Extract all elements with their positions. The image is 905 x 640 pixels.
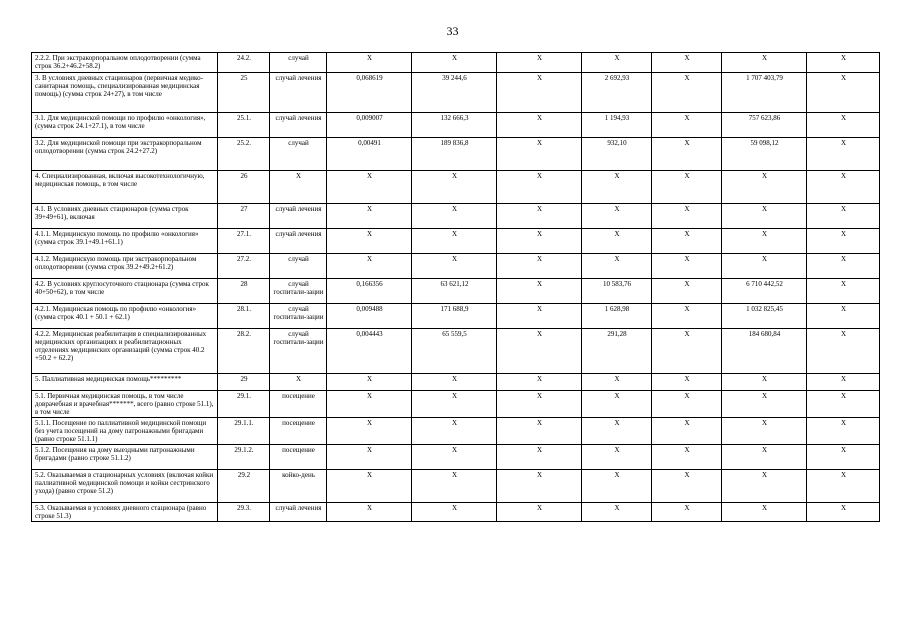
row-value-cell: 63 621,12 — [412, 279, 497, 304]
table-row — [32, 204, 880, 229]
row-value-cell: X — [652, 279, 722, 304]
row-name-cell: 3.1. Для медицинской помощи по профилю «онкология», (сумма строк 24.1+27.1), в том числе — [32, 113, 218, 138]
row-value-cell: 932,10 — [582, 138, 652, 171]
row-name-cell: 3.2. Для медицинской помощи при экстракорпоральном оплодотворении (сумма строк 24.2+27.2) — [32, 138, 218, 171]
row-unit-cell: случай лечения — [270, 204, 327, 229]
row-number-cell: 26 — [218, 171, 270, 204]
row-value-cell: X — [582, 53, 652, 73]
row-value-cell: X — [652, 304, 722, 329]
row-name-cell: 5.1.2. Посещения на дому выездными патронажными бригадами (равно строке 51.1.2) — [32, 445, 218, 470]
row-number-cell: 28.1. — [218, 304, 270, 329]
row-value-cell: X — [807, 229, 880, 254]
row-value-cell: X — [652, 204, 722, 229]
table-row — [32, 329, 880, 374]
row-value-cell: X — [582, 204, 652, 229]
row-value-cell: 59 098,12 — [722, 138, 807, 171]
row-name-cell: 5.1. Первичная медицинская помощь, в том числе доврачебная и врачебная*******, всего (равно строке 51.1), в том числе — [32, 391, 218, 418]
row-value-cell: X — [327, 391, 412, 418]
table-row — [32, 171, 880, 204]
row-name-cell: 3. В условиях дневных стационаров (первичная медико-санитарная помощь, специализированная медицинская помощь) (сумма строк 24+27), в том числе — [32, 73, 218, 113]
table-row — [32, 279, 880, 304]
row-unit-cell: случай лечения — [270, 229, 327, 254]
row-value-cell: X — [652, 113, 722, 138]
row-unit-cell: посещение — [270, 418, 327, 445]
row-value-cell: 0,004443 — [327, 329, 412, 374]
row-value-cell: X — [722, 503, 807, 522]
row-value-cell: X — [497, 53, 582, 73]
row-number-cell: 27.2. — [218, 254, 270, 279]
row-value-cell: X — [497, 445, 582, 470]
row-value-cell: X — [497, 503, 582, 522]
row-unit-cell: случай лечения — [270, 503, 327, 522]
row-value-cell: X — [497, 391, 582, 418]
row-unit-cell: случай — [270, 254, 327, 279]
row-value-cell: X — [582, 229, 652, 254]
row-value-cell: 0,166356 — [327, 279, 412, 304]
row-value-cell: X — [497, 374, 582, 391]
row-name-cell: 4.2. В условиях круглосуточного стационара (сумма строк 40+50+62), в том числе — [32, 279, 218, 304]
row-number-cell: 28 — [218, 279, 270, 304]
row-value-cell: X — [807, 73, 880, 113]
row-number-cell: 29.1.1. — [218, 418, 270, 445]
row-value-cell: X — [582, 470, 652, 503]
row-value-cell: X — [807, 391, 880, 418]
table-row — [32, 304, 880, 329]
table-row — [32, 374, 880, 391]
row-value-cell: X — [652, 374, 722, 391]
row-value-cell: X — [327, 445, 412, 470]
row-value-cell: 0,009488 — [327, 304, 412, 329]
row-value-cell: X — [807, 470, 880, 503]
row-value-cell: X — [327, 171, 412, 204]
row-value-cell: X — [412, 53, 497, 73]
row-value-cell: X — [497, 470, 582, 503]
row-value-cell: X — [807, 304, 880, 329]
row-value-cell: 171 688,9 — [412, 304, 497, 329]
row-unit-cell: X — [270, 171, 327, 204]
row-value-cell: X — [722, 254, 807, 279]
row-value-cell: X — [807, 418, 880, 445]
row-number-cell: 25.2. — [218, 138, 270, 171]
row-value-cell: 0,068619 — [327, 73, 412, 113]
row-value-cell: X — [652, 503, 722, 522]
row-value-cell: X — [582, 254, 652, 279]
row-value-cell: X — [582, 445, 652, 470]
row-value-cell: X — [722, 171, 807, 204]
row-value-cell: X — [412, 171, 497, 204]
row-value-cell: X — [807, 138, 880, 171]
table-row — [32, 254, 880, 279]
row-value-cell: X — [807, 113, 880, 138]
row-value-cell: X — [497, 204, 582, 229]
row-name-cell: 4.1.1. Медицинскую помощь по профилю «онкология» (сумма строк 39.1+49.1+61.1) — [32, 229, 218, 254]
row-value-cell: X — [652, 73, 722, 113]
row-value-cell: X — [807, 503, 880, 522]
row-value-cell: X — [327, 229, 412, 254]
row-number-cell: 29.1.2. — [218, 445, 270, 470]
row-value-cell: X — [652, 418, 722, 445]
row-number-cell: 25 — [218, 73, 270, 113]
row-value-cell: X — [652, 254, 722, 279]
row-value-cell: X — [582, 171, 652, 204]
row-value-cell: X — [807, 53, 880, 73]
row-value-cell: X — [807, 329, 880, 374]
row-value-cell: X — [582, 374, 652, 391]
row-number-cell: 27 — [218, 204, 270, 229]
row-value-cell: X — [722, 204, 807, 229]
row-name-cell: 4.2.1. Медицинская помощь по профилю «онкология» (сумма строк 40.1 + 50.1 + 62.1) — [32, 304, 218, 329]
row-value-cell: X — [807, 171, 880, 204]
table-row — [32, 113, 880, 138]
row-value-cell: X — [582, 391, 652, 418]
table-row — [32, 229, 880, 254]
row-value-cell: X — [652, 445, 722, 470]
row-name-cell: 5.2. Оказываемая в стационарных условиях (включая койки паллиативной медицинской помощи и койки сестринского ухода) (равно строке 51.2) — [32, 470, 218, 503]
row-value-cell: 0,00491 — [327, 138, 412, 171]
row-name-cell: 4.2.2. Медицинская реабилитация в специализированных медицинских организациях и реабилитационных отделениях медицинских организаций (сумма строк 40.2 +50.2 + 62.2) — [32, 329, 218, 374]
row-unit-cell: случай госпитали-зации — [270, 329, 327, 374]
row-number-cell: 28.2. — [218, 329, 270, 374]
row-value-cell: 0,009007 — [327, 113, 412, 138]
row-unit-cell: случай госпитали-зации — [270, 279, 327, 304]
report-table-body — [32, 53, 880, 522]
row-value-cell: X — [412, 418, 497, 445]
table-row — [32, 470, 880, 503]
table-row — [32, 503, 880, 522]
row-value-cell: X — [412, 374, 497, 391]
row-value-cell: X — [497, 279, 582, 304]
row-value-cell: X — [327, 254, 412, 279]
row-name-cell: 4.1. В условиях дневных стационаров (сумма строк 39+49+61), включая — [32, 204, 218, 229]
row-unit-cell: случай — [270, 53, 327, 73]
row-value-cell: X — [497, 329, 582, 374]
row-unit-cell: случай лечения — [270, 113, 327, 138]
row-value-cell: X — [497, 138, 582, 171]
row-value-cell: 1 032 825,45 — [722, 304, 807, 329]
row-value-cell: X — [582, 503, 652, 522]
row-value-cell: X — [497, 73, 582, 113]
row-value-cell: X — [652, 391, 722, 418]
row-number-cell: 27.1. — [218, 229, 270, 254]
row-value-cell: X — [327, 418, 412, 445]
table-row — [32, 73, 880, 113]
row-name-cell: 5.3. Оказываемая в условиях дневного стационара (равно строке 51.3) — [32, 503, 218, 522]
row-number-cell: 29 — [218, 374, 270, 391]
row-value-cell: X — [722, 374, 807, 391]
row-value-cell: X — [327, 204, 412, 229]
row-value-cell: X — [497, 229, 582, 254]
page-number: 33 — [446, 24, 459, 38]
row-value-cell: 184 680,84 — [722, 329, 807, 374]
row-name-cell: 5. Паллиативная медицинская помощь********* — [32, 374, 218, 391]
row-value-cell: 2 692,93 — [582, 73, 652, 113]
row-value-cell: X — [412, 204, 497, 229]
row-value-cell: X — [807, 445, 880, 470]
row-unit-cell: случай лечения — [270, 73, 327, 113]
row-value-cell: X — [722, 53, 807, 73]
row-value-cell: X — [412, 445, 497, 470]
row-value-cell: X — [497, 254, 582, 279]
row-value-cell: X — [412, 254, 497, 279]
row-value-cell: X — [722, 470, 807, 503]
row-value-cell: X — [327, 503, 412, 522]
row-number-cell: 25.1. — [218, 113, 270, 138]
row-value-cell: 65 559,5 — [412, 329, 497, 374]
row-value-cell: 757 623,86 — [722, 113, 807, 138]
row-value-cell: X — [652, 470, 722, 503]
row-value-cell: X — [412, 470, 497, 503]
row-unit-cell: X — [270, 374, 327, 391]
row-number-cell: 29.2 — [218, 470, 270, 503]
row-value-cell: X — [652, 229, 722, 254]
row-number-cell: 24.2. — [218, 53, 270, 73]
table-row — [32, 445, 880, 470]
row-value-cell: X — [497, 418, 582, 445]
row-value-cell: X — [412, 391, 497, 418]
row-value-cell: 10 583,76 — [582, 279, 652, 304]
row-value-cell: 132 666,3 — [412, 113, 497, 138]
row-value-cell: X — [497, 304, 582, 329]
row-value-cell: X — [652, 329, 722, 374]
table-row — [32, 138, 880, 171]
report-table — [31, 52, 880, 522]
row-value-cell: X — [807, 254, 880, 279]
row-value-cell: X — [412, 503, 497, 522]
row-number-cell: 29.1. — [218, 391, 270, 418]
table-row — [32, 391, 880, 418]
row-value-cell: X — [652, 171, 722, 204]
row-name-cell: 5.1.1. Посещение по паллиативной медицинской помощи без учета посещений на дому патронажными бригадами (равно строке 51.1.1) — [32, 418, 218, 445]
row-name-cell: 4.1.2. Медицинскую помощь при экстракорпоральном оплодотворении (сумма строк 39.2+49.2+61.2) — [32, 254, 218, 279]
row-value-cell: 291,28 — [582, 329, 652, 374]
row-value-cell: 6 710 442,52 — [722, 279, 807, 304]
row-value-cell: X — [412, 229, 497, 254]
row-unit-cell: посещение — [270, 391, 327, 418]
row-unit-cell: случай госпитали-зации — [270, 304, 327, 329]
row-value-cell: 1 628,98 — [582, 304, 652, 329]
row-value-cell: X — [807, 279, 880, 304]
row-value-cell: X — [327, 470, 412, 503]
row-value-cell: X — [722, 445, 807, 470]
row-value-cell: X — [807, 204, 880, 229]
row-value-cell: X — [722, 418, 807, 445]
row-value-cell: X — [652, 138, 722, 171]
row-value-cell: X — [497, 113, 582, 138]
row-value-cell: 1 194,93 — [582, 113, 652, 138]
row-name-cell: 2.2.2. При экстракорпоральном оплодотворении (сумма строк 36.2+46.2+58.2) — [32, 53, 218, 73]
row-value-cell: X — [497, 171, 582, 204]
row-unit-cell: случай — [270, 138, 327, 171]
row-value-cell: X — [807, 374, 880, 391]
table-row — [32, 418, 880, 445]
row-name-cell: 4. Специализированная, включая высокотехнологичную, медицинская помощь, в том числе — [32, 171, 218, 204]
row-value-cell: 39 244,6 — [412, 73, 497, 113]
row-value-cell: X — [652, 53, 722, 73]
row-value-cell: X — [722, 229, 807, 254]
row-value-cell: X — [722, 391, 807, 418]
row-number-cell: 29.3. — [218, 503, 270, 522]
row-unit-cell: койко-день — [270, 470, 327, 503]
row-value-cell: 1 707 403,79 — [722, 73, 807, 113]
row-value-cell: X — [327, 53, 412, 73]
row-value-cell: X — [327, 374, 412, 391]
row-value-cell: X — [582, 418, 652, 445]
row-value-cell: 189 836,8 — [412, 138, 497, 171]
row-unit-cell: посещение — [270, 445, 327, 470]
table-row — [32, 53, 880, 73]
